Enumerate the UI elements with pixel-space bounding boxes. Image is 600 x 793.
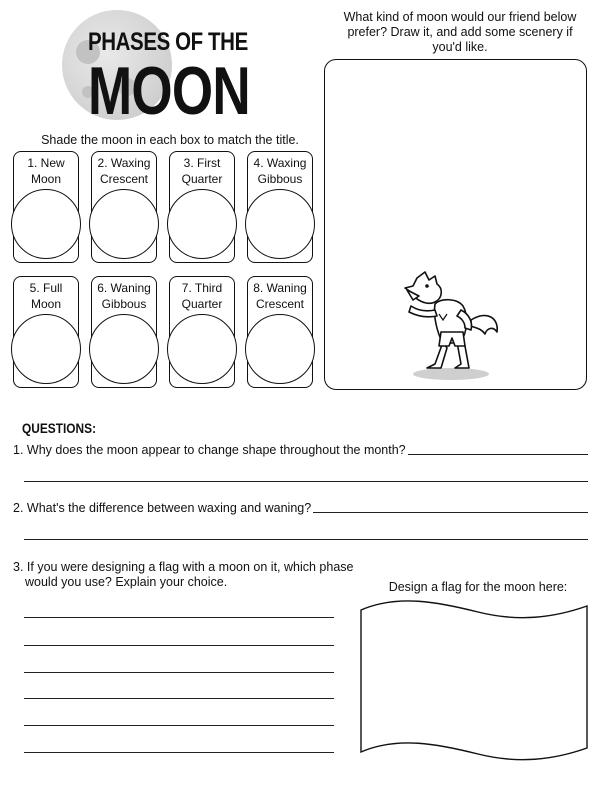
- phase-card: [13, 276, 79, 388]
- answer-line[interactable]: [24, 617, 334, 618]
- answer-line[interactable]: [24, 539, 588, 540]
- flag-outline[interactable]: [358, 598, 590, 764]
- answer-line[interactable]: [24, 645, 334, 646]
- phase-label: 4. Waxing Gibbous: [253, 156, 307, 186]
- phase-label: 2. Waxing Crescent: [97, 156, 151, 186]
- phase-circle[interactable]: [89, 189, 159, 259]
- question-2: 2. What's the difference between waxing and waning?: [13, 501, 312, 515]
- phase-label: 5. Full Moon: [29, 281, 63, 311]
- answer-line[interactable]: [24, 672, 334, 673]
- drawing-prompt: What kind of moon would our friend below prefer? Draw it, and add some scenery if you'd like.: [343, 10, 577, 54]
- question-3-line2: would you use? Explain your choice.: [25, 575, 228, 589]
- phase-circle[interactable]: [167, 314, 237, 384]
- question-1: 1. Why does the moon appear to change shape throughout the month?: [13, 443, 406, 457]
- phase-label: 6. Waning Gibbous: [97, 281, 151, 311]
- phase-label: 7. Third Quarter: [181, 281, 223, 311]
- page-title-line1: PHASES OF THE: [88, 28, 248, 56]
- phase-card: [169, 151, 235, 263]
- phase-card: [247, 151, 313, 263]
- phase-card: [91, 276, 157, 388]
- answer-line[interactable]: [24, 752, 334, 753]
- instruction-text: Shade the moon in each box to match the title.: [41, 133, 299, 147]
- page-title-line2: MOON: [88, 53, 250, 129]
- phase-circle[interactable]: [11, 189, 81, 259]
- question-3-line1: 3. If you were designing a flag with a moon on it, which phase: [13, 560, 354, 574]
- werewolf-illustration: [401, 270, 505, 382]
- answer-line[interactable]: [24, 725, 334, 726]
- phase-card: [91, 151, 157, 263]
- questions-heading: QUESTIONS:: [22, 420, 97, 436]
- phase-circle[interactable]: [11, 314, 81, 384]
- phase-card: [13, 151, 79, 263]
- phase-card: [247, 276, 313, 388]
- phase-label: 8. Waning Crescent: [253, 281, 307, 311]
- phase-label: 1. New Moon: [27, 156, 65, 186]
- answer-line[interactable]: [396, 454, 588, 455]
- drawing-box[interactable]: [324, 59, 587, 390]
- answer-line[interactable]: [24, 698, 334, 699]
- phase-circle[interactable]: [167, 189, 237, 259]
- answer-line[interactable]: [302, 512, 588, 513]
- flag-label: Design a flag for the moon here:: [388, 580, 568, 594]
- phase-card: [169, 276, 235, 388]
- phase-circle[interactable]: [245, 314, 315, 384]
- phase-circle[interactable]: [89, 314, 159, 384]
- phase-circle[interactable]: [245, 189, 315, 259]
- phase-label: 3. First Quarter: [181, 156, 223, 186]
- answer-line[interactable]: [24, 481, 588, 482]
